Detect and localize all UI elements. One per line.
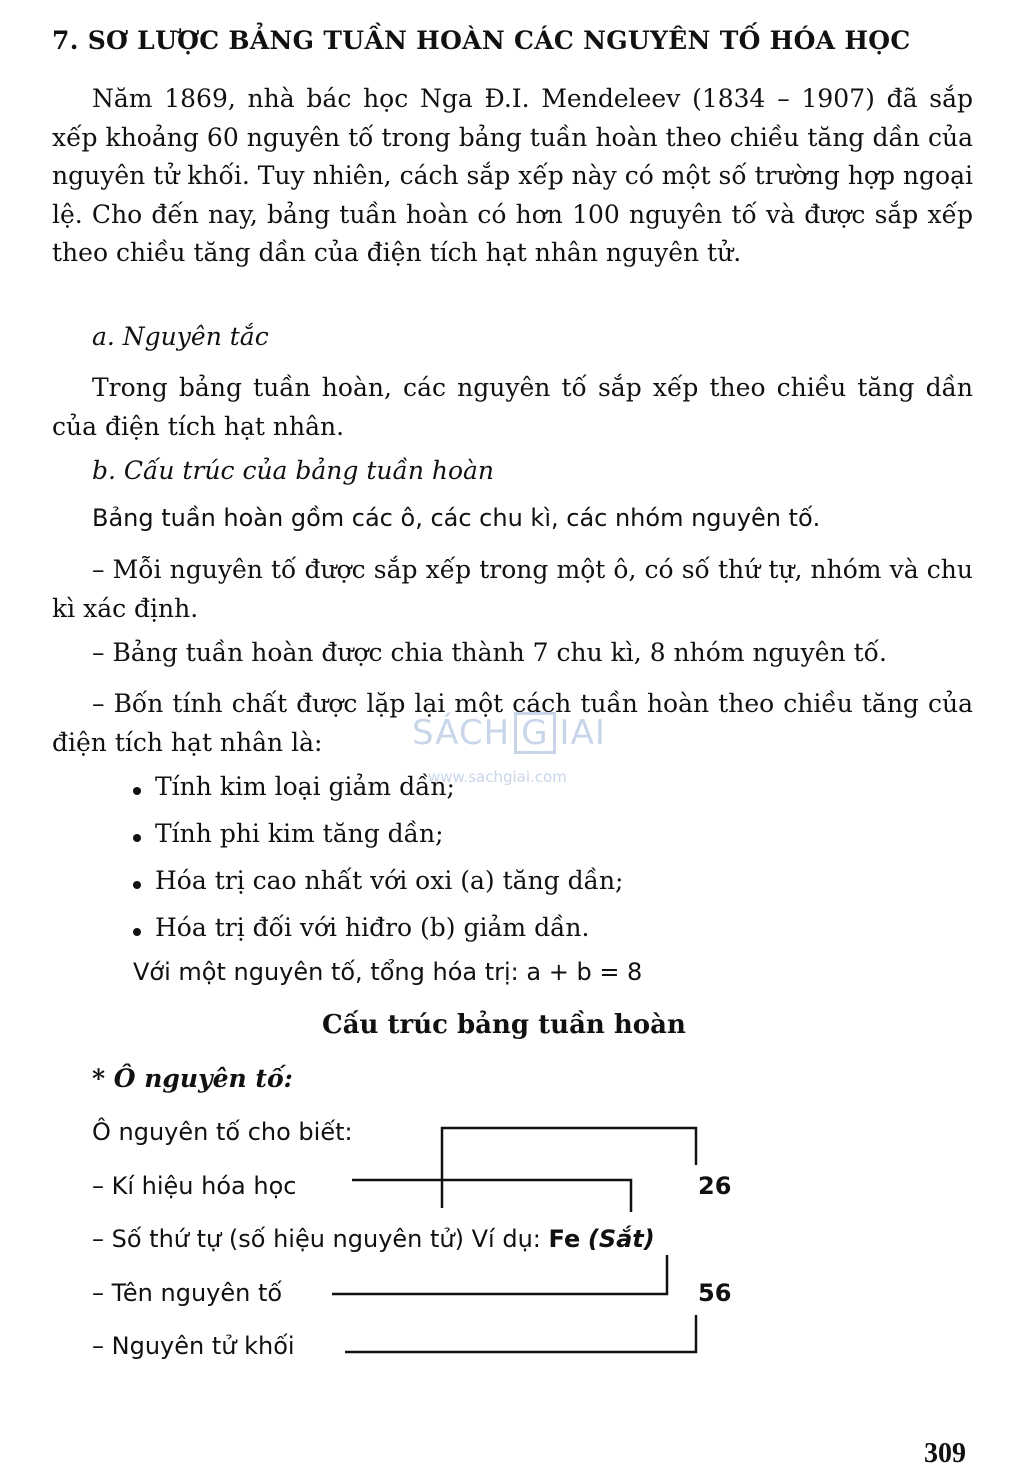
watermark-brand-right: IAI: [559, 713, 606, 753]
list-item-periods: – Bảng tuần hoàn được chia thành 7 chu kì, 8 nhóm nguyên tố.: [92, 638, 887, 667]
watermark-brand-mid: G: [514, 712, 555, 754]
cell-intro: Ô nguyên tố cho biết:: [92, 1118, 353, 1146]
watermark-url: www.sachgiai.com: [428, 768, 567, 786]
atomic-mass: 56: [698, 1279, 732, 1307]
subsection-b-title: b. Cấu trúc của bảng tuần hoàn: [92, 456, 495, 485]
intro-paragraph: Năm 1869, nhà bác học Nga Đ.I. Mendeleev (1834 – 1907) đã sắp xếp khoảng 60 nguyên tố trong bảng tuần hoàn theo chiều tăng dần của nguyên tử khối. Tuy nhiên, cách sắp xếp này có một số trường hợp ngoại lệ. Cho đến nay, bảng tuần hoàn có hơn 100 nguyên tố và được sắp xếp theo chiều tăng dần của điện tích hạt nhân nguyên tử.: [52, 84, 973, 268]
subsection-a-text: Trong bảng tuần hoàn, các nguyên tố sắp xếp theo chiều tăng dần của điện tích hạt nhân.: [52, 373, 973, 441]
page-number: 309: [924, 1438, 966, 1469]
cell-item-name: – Tên nguyên tố: [92, 1279, 283, 1307]
bracket-top: [442, 1128, 696, 1208]
section-title: 7. SƠ LƯỢC BẢNG TUẦN HOÀN CÁC NGUYÊN TỐ HÓA HỌC: [52, 26, 911, 55]
cell-item-number-text: – Số thứ tự (số hiệu nguyên tử) Ví dụ:: [92, 1225, 541, 1253]
example-symbol: Fe: [548, 1225, 581, 1253]
name-connector: [332, 1255, 667, 1294]
structure-title: Cấu trúc bảng tuần hoàn: [322, 1010, 686, 1040]
symbol-connector: [352, 1180, 631, 1212]
mass-connector: [345, 1315, 696, 1352]
bullet-item: Tính kim loại giảm dần;: [155, 772, 455, 801]
list-item-cell: – Mỗi nguyên tố được sắp xếp trong một ô, có số thứ tự, nhóm và chu kì xác định.: [52, 555, 973, 623]
cell-item-mass: – Nguyên tử khối: [92, 1332, 295, 1360]
bullet-item: Hóa trị đối với hiđro (b) giảm dần.: [155, 913, 590, 942]
subsection-a-title: a. Nguyên tắc: [92, 322, 269, 351]
bullet-item: Tính phi kim tăng dần;: [155, 819, 444, 848]
bullet-item: Hóa trị cao nhất với oxi (a) tăng dần;: [155, 866, 624, 895]
structure-summary: Bảng tuần hoàn gồm các ô, các chu kì, các nhóm nguyên tố.: [92, 504, 821, 532]
example-name: (Sắt): [587, 1225, 655, 1253]
watermark-brand-left: SÁCH: [412, 713, 511, 753]
cell-item-symbol: – Kí hiệu hóa học: [92, 1172, 297, 1200]
cell-heading: * Ô nguyên tố:: [92, 1064, 293, 1093]
list-item-properties: – Bốn tính chất được lặp lại một cách tuần hoàn theo chiều tăng của điện tích hạt nhân là:: [52, 689, 973, 757]
atomic-number: 26: [698, 1172, 732, 1200]
valence-formula: Với một nguyên tố, tổng hóa trị: a + b = 8: [133, 958, 643, 986]
